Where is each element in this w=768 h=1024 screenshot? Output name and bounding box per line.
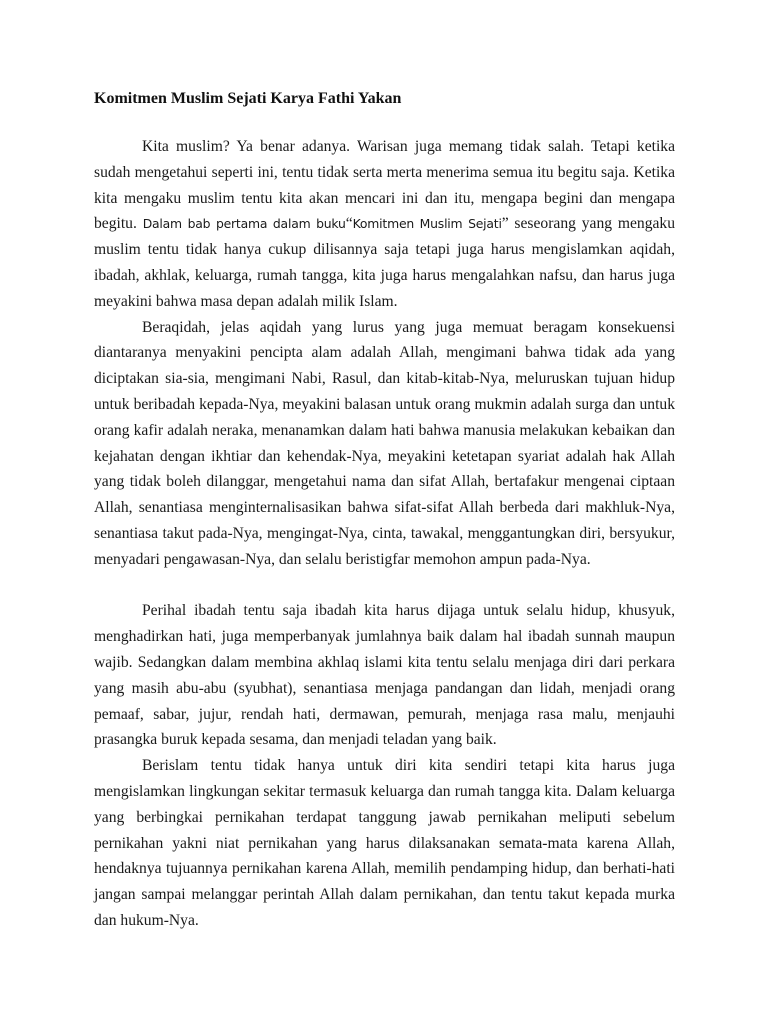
paragraph-1-text-a: Kita muslim? Ya benar adanya. Warisan juga memang tidak salah. Tetapi ketika sudah mengetahui seperti ini, tentu tidak serta merta menerima semua itu begitu saja. Ketika kita mengaku muslim tentu kita akan mencari ini dan itu, mengapa begini dan mengapa begitu. <box>94 138 675 233</box>
paragraph-1-book-title: Komitmen Muslim Sejati <box>352 216 502 232</box>
paragraph-3: Perihal ibadah tentu saja ibadah kita harus dijaga untuk selalu hidup, khusyuk, menghadirkan hati, juga memperbanyak jumlahnya baik dalam hal ibadah sunnah maupun wajib. Sedangkan dalam membina akhlaq islami kita tentu selalu menjaga diri dari perkara yang masih abu-abu (syubhat), senantiasa menjaga pandangan dan lidah, menjadi orang pemaaf, sabar, jujur, rendah hati, dermawan, pemurah, menjaga rasa malu, menjauhi prasangka buruk kepada sesama, dan menjadi teladan yang baik. <box>94 602 675 749</box>
paragraph-1-open-quote: “ <box>345 215 353 233</box>
paragraph-1-text-b: ” seseorang yang mengaku muslim tentu tidak hanya cukup dilisannya saja tetapi juga harus mengislamkan aqidah, ibadah, akhlak, keluarga, rumah tangga, kita juga harus mengalahkan nafsu, dan harus juga meyakini bahwa masa depan adalah milik Islam. <box>94 215 676 310</box>
paragraph-4: Berislam tentu tidak hanya untuk diri kita sendiri tetapi kita harus juga mengislamkan lingkungan sekitar termasuk keluarga dan rumah tangga kita. Dalam keluarga yang berbingkai pernikahan terdapat tanggung jawab pernikahan meliputi sebelum pernikahan yakni niat pernikahan yang harus dilaksanakan semata-mata karena Allah, hendaknya tujuannya pernikahan karena Allah, memilih pendamping hidup, dan berhati-hati jangan sampai melanggar perintah Allah dalam pernikahan, dan tentu takut kepada murka dan hukum-Nya. <box>94 757 675 929</box>
document-title: Komitmen Muslim Sejati Karya Fathi Yakan <box>94 90 402 107</box>
paragraph-2: Beraqidah, jelas aqidah yang lurus yang juga memuat beragam konsekuensi diantaranya menyakini pencipta alam adalah Allah, mengimani bahwa tidak ada yang diciptakan sia-sia, mengimani Nabi, Rasul, dan kitab-kitab-Nya, meluruskan tujuan hidup untuk beribadah kepada-Nya, meyakini balasan untuk orang mukmin adalah surga dan untuk orang kafir adalah neraka, menanamkan dalam hati bahwa manusia melakukan kebaikan dan kejahatan dengan ikhtiar dan kehendak-Nya, meyakini ketetapan syariat adalah hak Allah yang tidak boleh dilanggar, mengetahui nama dan sifat Allah, bertafakur mengenai ciptaan Allah, senantiasa menginternalisasikan bahwa sifat-sifat Allah berbeda dari makhluk-Nya, senantiasa takut pada-Nya, mengingat-Nya, cinta, tawakal, menggantungkan diri, bersyukur, menyadari pengawasan-Nya, dan selalu beristigfar memohon ampun pada-Nya. <box>94 318 675 568</box>
document-page <box>94 86 675 934</box>
paragraph-1 <box>94 134 675 315</box>
paragraph-1-sans-phrase: Dalam bab pertama dalam buku <box>142 216 346 232</box>
